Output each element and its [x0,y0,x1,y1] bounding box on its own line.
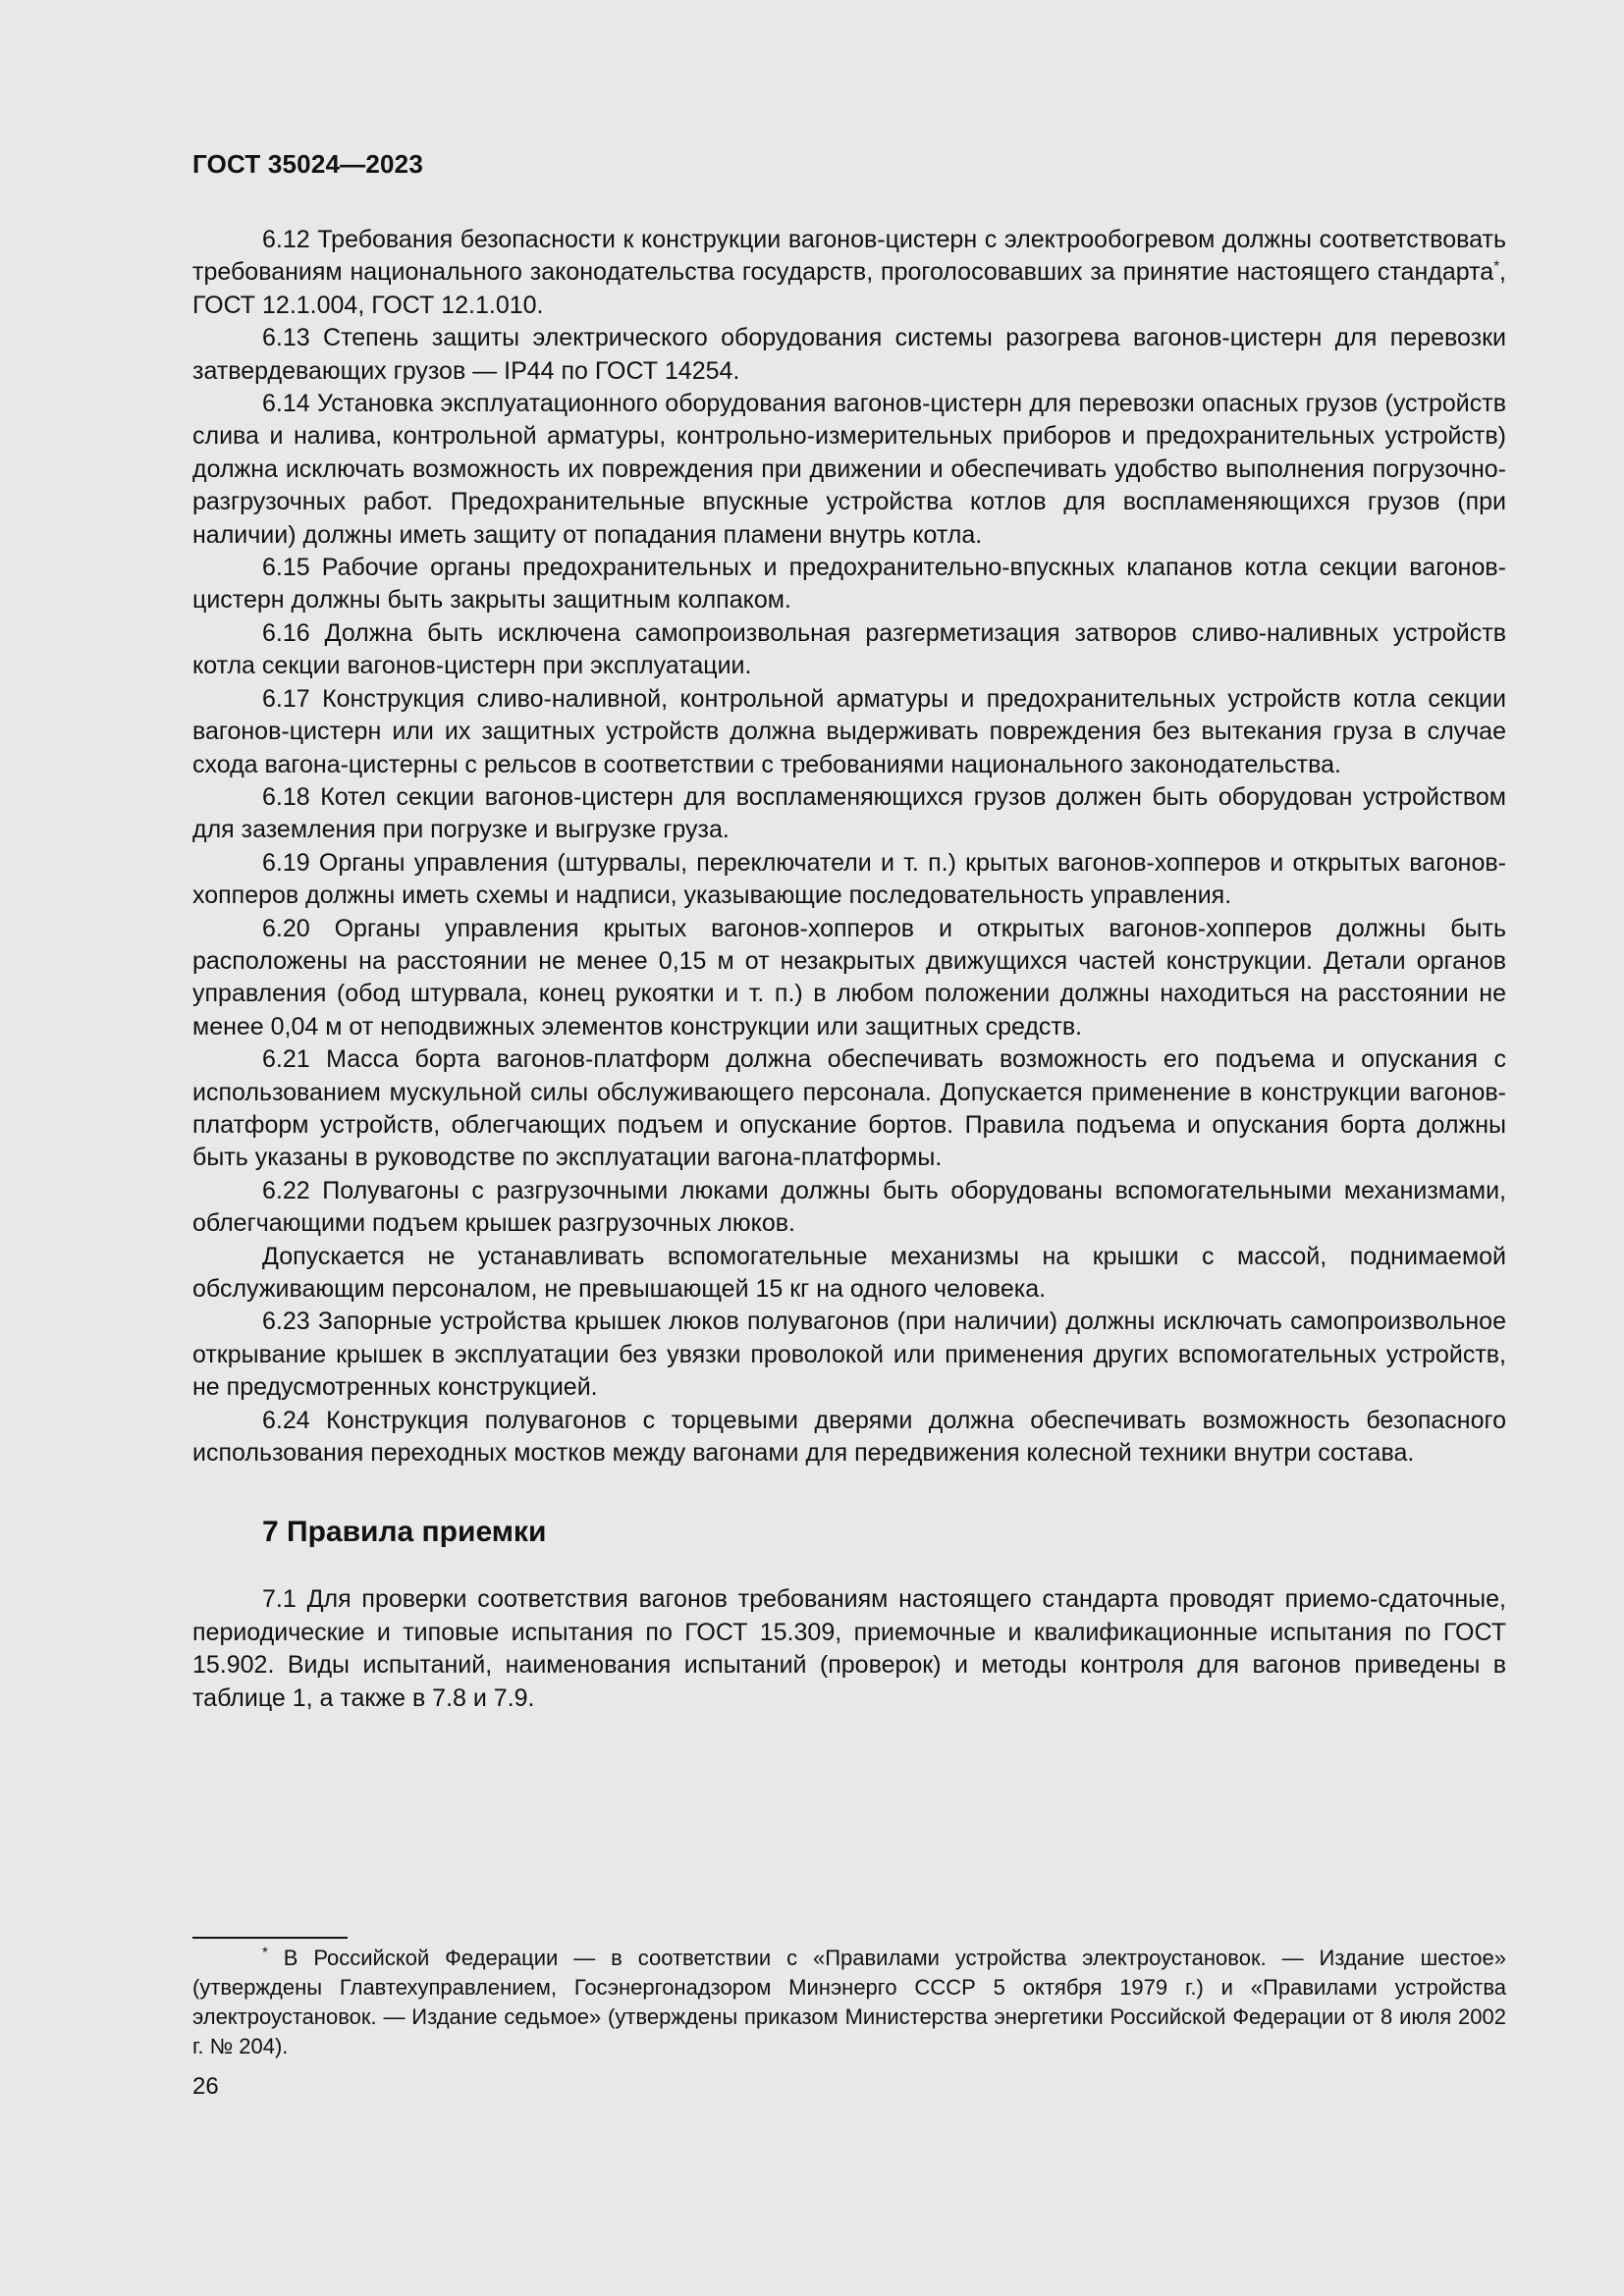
paragraph-text: 6.12 Требования безопасности к конструкции вагонов-цистерн с электрообогревом должны соответствовать требованиям национального законодательства государств, проголосовавших за принятие настоящего стандарта [192,226,1506,287]
paragraph-6-20: 6.20 Органы управления крытых вагонов-хопперов и открытых вагонов-хопперов должны быть расположены на расстоянии не менее 0,15 м от незакрытых движущихся частей конструкции. Детали органов управления (обод штурвала, конец рукоятки и т. п.) в любом положении должны находиться на расстоянии не менее 0,04 м от неподвижных элементов конструкции или защитных средств. [192,914,1506,1041]
paragraph-6-17: 6.17 Конструкция сливо-наливной, контрольной арматуры и предохранительных устройств котла секции вагонов-цистерн или их защитных устройств должна выдерживать повреждения без вытекания груза в случае схода вагона-цистерны с рельсов в соответствии с требованиями национального законодательства. [192,684,1506,778]
footnote-mark: * [262,1944,268,1961]
document-code: ГОСТ 35024—2023 [192,149,423,179]
paragraph-6-12 [192,224,1506,322]
paragraph-6-22: 6.22 Полувагоны с разгрузочными люками должны быть оборудованы вспомогательными механизмами, облегчающими подъем крышек разгрузочных люков. [192,1176,1506,1238]
paragraph-6-14: 6.14 Установка эксплуатационного оборудования вагонов-цистерн для перевозки опасных грузов (устройств слива и налива, контрольной арматуры, контрольно-измерительных приборов и предохранительных устройств) должна исключать возможность их повреждения при движении и обеспечивать удобство выполнения погрузочно-разгрузочных работ. Предохранительные впускные устройства котлов для воспламеняющихся грузов (при наличии) должны иметь защиту от попадания пламени внутрь котла. [192,390,1506,549]
paragraph-6-21: 6.21 Масса борта вагонов-платформ должна обеспечивать возможность его подъема и опускания с использованием мускульной силы обслуживающего персонала. Допускается применение в конструкции вагонов-платформ устройств, облегчающих подъем и опускание бортов. Правила подъема и опускания борта должны быть указаны в руководстве по эксплуатации вагона-платформы. [192,1045,1506,1172]
footnote-text [192,1944,1506,2061]
footnote-divider [192,1937,348,1939]
paragraph-7-1: 7.1 Для проверки соответствия вагонов требованиям настоящего стандарта проводят приемо-сдаточные, периодические и типовые испытания по ГОСТ 15.309, приемочные и квалификационные испытания по ГОСТ 15.902. Виды испытаний, наименования испытаний (проверок) и методы контроля для вагонов приведены в таблице 1, а также в 7.8 и 7.9. [192,1585,1506,1712]
paragraph-6-16: 6.16 Должна быть исключена самопроизвольная разгерметизация затворов сливо-наливных устройств котла секции вагонов-цистерн при эксплуатации. [192,618,1506,680]
paragraph-6-19: 6.19 Органы управления (штурвалы, переключатели и т. п.) крытых вагонов-хопперов и открытых вагонов-хопперов должны иметь схемы и надписи, указывающие последовательность управления. [192,848,1506,910]
paragraph-6-13: 6.13 Степень защиты электрического оборудования системы разогрева вагонов-цистерн для перевозки затвердевающих грузов — IP44 по ГОСТ 14254. [192,324,1506,385]
footnote-reference[interactable]: * [1493,258,1500,276]
paragraph-6-23: 6.23 Запорные устройства крышек люков полувагонов (при наличии) должны исключать самопроизвольное открывание крышек в эксплуатации без увязки проволокой или применения других вспомогательных устройств, не предусмотренных конструкцией. [192,1308,1506,1402]
paragraph-6-18: 6.18 Котел секции вагонов-цистерн для воспламеняющихся грузов должен быть оборудован устройством для заземления при погрузке и выгрузке груза. [192,782,1506,844]
paragraph-6-15: 6.15 Рабочие органы предохранительных и предохранительно-впускных клапанов котла секции вагонов-цистерн должны быть закрыты защитным колпаком. [192,554,1506,614]
paragraph-text-continued: , ГОСТ 12.1.004, ГОСТ 12.1.010. [192,258,1506,319]
footnote-body: В Российской Федерации — в соответствии с «Правилами устройства электроустановок. — Издание шестое» (утверждены Главтехуправлением, Госэнергонадзором Минэнерго СССР 5 октября 1979 г.) и «Правилами устройства электроустановок. — Издание седьмое» (утверждены приказом Министерства энергетики Российской Федерации от 8 июля 2002 г. № 204). [192,1946,1506,2058]
section-title: 7 Правила приемки [262,1516,547,1549]
paragraph-6-24: 6.24 Конструкция полувагонов с торцевыми дверями должна обеспечивать возможность безопасного использования переходных мостков между вагонами для передвижения колесной техники внутри состава. [192,1406,1506,1468]
paragraph-6-22-note: Допускается не устанавливать вспомогательные механизмы на крышки с массой, поднимаемой обслуживающим персоналом, не превышающей 15 кг на одного человека. [192,1242,1506,1303]
page-number: 26 [192,2073,219,2100]
document-body [192,224,1506,1715]
footnote [192,1944,1506,2061]
